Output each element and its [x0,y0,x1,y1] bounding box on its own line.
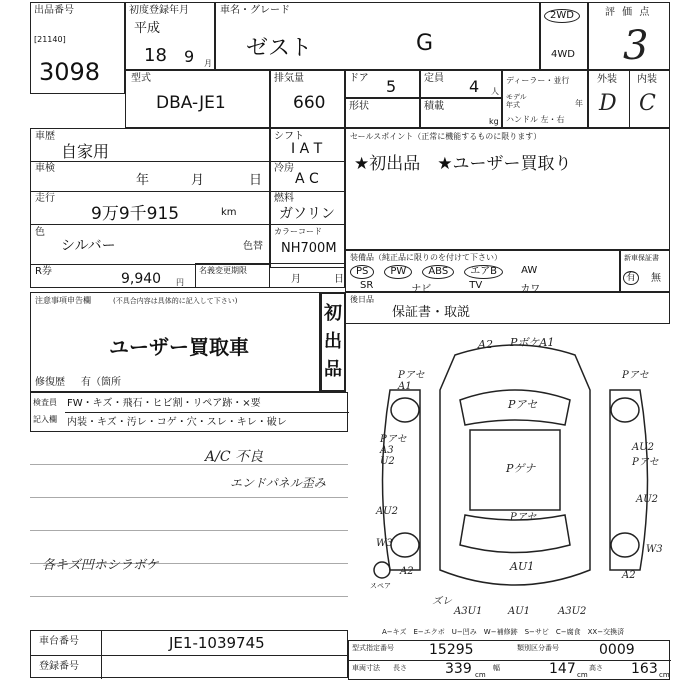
load-unit: kg [489,117,499,126]
damage-legend: A−キズ E−エクボ U−凹み W−補修跡 S−サビ C−腐食 XX−交換済 [382,628,625,636]
equip-pw: PW [384,265,412,279]
interior-label: 内装 [637,74,657,85]
mark: A3U1 [454,606,483,617]
class-label: 類別区分番号 [517,644,559,652]
equip-leather: カワ [520,284,541,295]
type-value: DBA-JE1 [156,93,226,113]
divider [271,224,346,225]
mark: AU1 [508,606,531,617]
inspection-day: 日 [249,173,263,188]
color-code: NH700M [281,241,337,256]
documents-label: 後日品 [350,295,374,304]
ac: A C [295,171,319,187]
handle-label: ハンドル 左・右 [506,115,565,124]
equip-tv: TV [469,280,483,291]
first-reg-label: 初度登録年月 [129,5,189,16]
warranty-yes: 有 [623,271,639,285]
reg-label: 登録番号 [39,661,79,672]
color-change-label: 色替 [243,241,263,252]
note-scratches: 各キズ凹ホシラボケ [42,558,159,573]
dims-label: 車両寸法 [352,664,380,672]
mark: AU1 [510,560,535,573]
divider [271,161,346,162]
recycle-unit: 円 [176,278,184,287]
inspection-month: 月 [191,173,205,188]
inspector-row2: 内装・キズ・汚レ・コゲ・穴・スレ・キレ・破レ [67,417,287,428]
width-unit: cm [577,671,588,679]
notes-label: 注意事項申告欄 [35,296,91,305]
inspector-row1: FW・キズ・飛石・ヒビ割・リペア跡・×要 [67,398,261,409]
recycle: 9,940 [121,271,162,287]
history-value: 自家用 [61,142,110,161]
mark: AU2 Pアセ [632,442,659,468]
name-change-month: 月 [291,274,301,285]
exterior-score: D [599,91,617,116]
model-year-label: モデル 年式 [506,93,527,109]
fuel: ガソリン [279,206,335,222]
era: 平成 [134,21,161,36]
car-name: ゼスト [246,36,313,61]
displacement: 660 [293,93,326,113]
displacement-label: 排気量 [274,73,304,84]
divider [101,631,102,679]
notes-sub: (不具合内容は具体的に記入して下さい) [113,297,238,305]
spec-right-block [270,128,345,268]
dealer-box [502,70,588,128]
score-label: 評 価 点 [605,7,652,18]
shift-label: シフト [274,131,304,142]
repair-label: 修復歴 [35,377,65,388]
equip-sr: SR [360,280,374,291]
inspection-label: 車検 [35,163,55,174]
ac-label: 冷房 [274,163,294,174]
displacement-box [270,70,345,128]
divider [31,191,271,192]
divider [30,596,348,597]
mark: AU2 [376,506,399,517]
class: 0009 [599,642,635,658]
mark: A3U2 [558,606,587,617]
recycle-label: R券 [35,266,52,277]
drive-box [540,2,588,70]
load-label: 積載 [424,101,444,112]
color-code-label: カラーコード [274,227,322,236]
sales-point: ★初出品 ★ユーザー買取り [354,154,572,174]
ext-int-divider [629,71,630,129]
drive-2wd: 2WD [544,9,580,23]
mileage-label: 走行 [35,193,55,204]
mark: W3 [376,538,393,549]
width: 147 [549,661,576,677]
exterior-label: 外装 [597,74,617,85]
mark: PボケA1 [510,336,555,349]
interior-score: C [639,91,656,116]
history-label: 車歴 [35,131,55,142]
lot-box [30,2,125,94]
drive-4wd: 4WD [551,49,575,60]
inspector-label1: 検査員 [33,398,57,407]
shift: I A T [291,141,323,157]
inspector-label2: 記入欄 [33,415,57,424]
inspection-year: 年 [136,173,150,188]
diagram-marks [360,330,670,620]
length-label: 長さ [393,664,407,672]
type-label: 型式 [131,73,151,84]
reg-year: 18 [144,45,167,66]
shape-label: 形状 [349,101,369,112]
dealer-label: ディーラー・並行 [506,76,570,85]
ext-int-box [588,70,670,128]
model-box [215,2,540,70]
equip-airbag: エアB [464,265,503,279]
height-unit: cm [659,671,670,679]
lot-label: 出品番号 [34,5,74,16]
chassis-label: 車台番号 [39,636,79,647]
divider [271,191,346,192]
doors-box [345,70,420,98]
equip-aw: AW [521,265,538,276]
documents-value: 保証書・取説 [392,305,471,320]
score-box [588,2,670,70]
first-reg-box [125,2,215,70]
score: 3 [623,23,649,69]
length-unit: cm [475,671,486,679]
year-unit: 年 [575,99,583,108]
seats: 4 [469,77,480,96]
seats-box [420,70,502,98]
month-unit: 月 [204,59,212,68]
mark: スペア [370,582,391,590]
doors: 5 [386,77,397,96]
divider [65,412,349,413]
length: 339 [445,661,472,677]
sales-label: セールスポイント（正常に機能するものに限ります） [350,132,542,141]
mark: A2 [478,338,493,351]
mark: A2 [400,566,414,577]
first-stamp: 初出品 [324,303,342,380]
mark: Pアセ A3 U2 [380,434,407,467]
mileage-unit: km [221,207,237,218]
equip-row-top [350,265,537,279]
divider [31,161,271,162]
chassis: JE1-1039745 [169,634,265,652]
type-cert-label: 型式指定番号 [352,644,394,652]
divider [30,497,348,498]
fuel-label: 燃料 [274,193,294,204]
seats-label: 定員 [424,73,444,84]
note-ac: A/C 不良 [205,449,263,465]
mileage: 9万9千915 [91,204,180,224]
mark: Pアセ [510,512,537,523]
width-label: 幅 [493,664,500,672]
shape-box [345,98,420,128]
divider [349,660,671,661]
footer-left [30,630,348,678]
warranty-label: 新車保証書 [624,254,659,262]
divider [30,530,348,531]
name-change-box [195,263,345,288]
type-cert: 15295 [429,642,474,658]
model-label: 車名・グレード [220,5,290,16]
color-value: シルバー [61,238,116,254]
first-stamp-box [320,292,346,392]
equipment-box [345,250,620,295]
color-label: 色 [35,227,45,238]
divider [30,464,348,465]
notes-text: ユーザー買取車 [109,335,249,359]
name-change-label: 名義変更期限 [199,266,247,275]
grade: G [416,31,434,56]
mark: PアセA1 [398,370,425,392]
lot-sub: [21140] [34,35,66,44]
repair-value: 有（箇所 [81,377,121,388]
footer-right [348,640,670,680]
inspector-box [30,392,348,432]
divider [31,655,349,656]
equipment-label: 装備品（純正品に限りのを付けて下さい） [350,253,502,262]
mark: Pアセ [508,398,538,411]
mark: A2 [622,570,636,581]
warranty-box [620,250,670,292]
notes-box [30,292,320,392]
equip-navi: ナビ [411,284,432,295]
writing-lines [30,432,348,622]
mark: AU2 [636,494,659,505]
load-box [420,98,502,128]
lot-number: 3098 [39,58,101,86]
height-label: 高さ [589,664,603,672]
equip-ps: PS [350,265,374,279]
mark: W3 [646,544,663,555]
note-endpanel: エンドパネル歪み [230,476,326,490]
sales-box [345,128,670,250]
type-box [125,70,270,128]
warranty-no: 無 [651,273,661,284]
documents-box [345,292,670,324]
equip-abs: ABS [422,265,454,279]
doors-label: ドア [349,73,369,84]
reg-month: 9 [184,47,195,66]
mark: Pゲナ [506,462,536,475]
mark: ズレ [432,596,452,607]
mark: Pアセ [622,370,649,381]
divider [31,224,271,225]
seats-unit: 人 [491,87,499,96]
height: 163 [631,661,658,677]
name-change-day: 日 [334,274,344,285]
